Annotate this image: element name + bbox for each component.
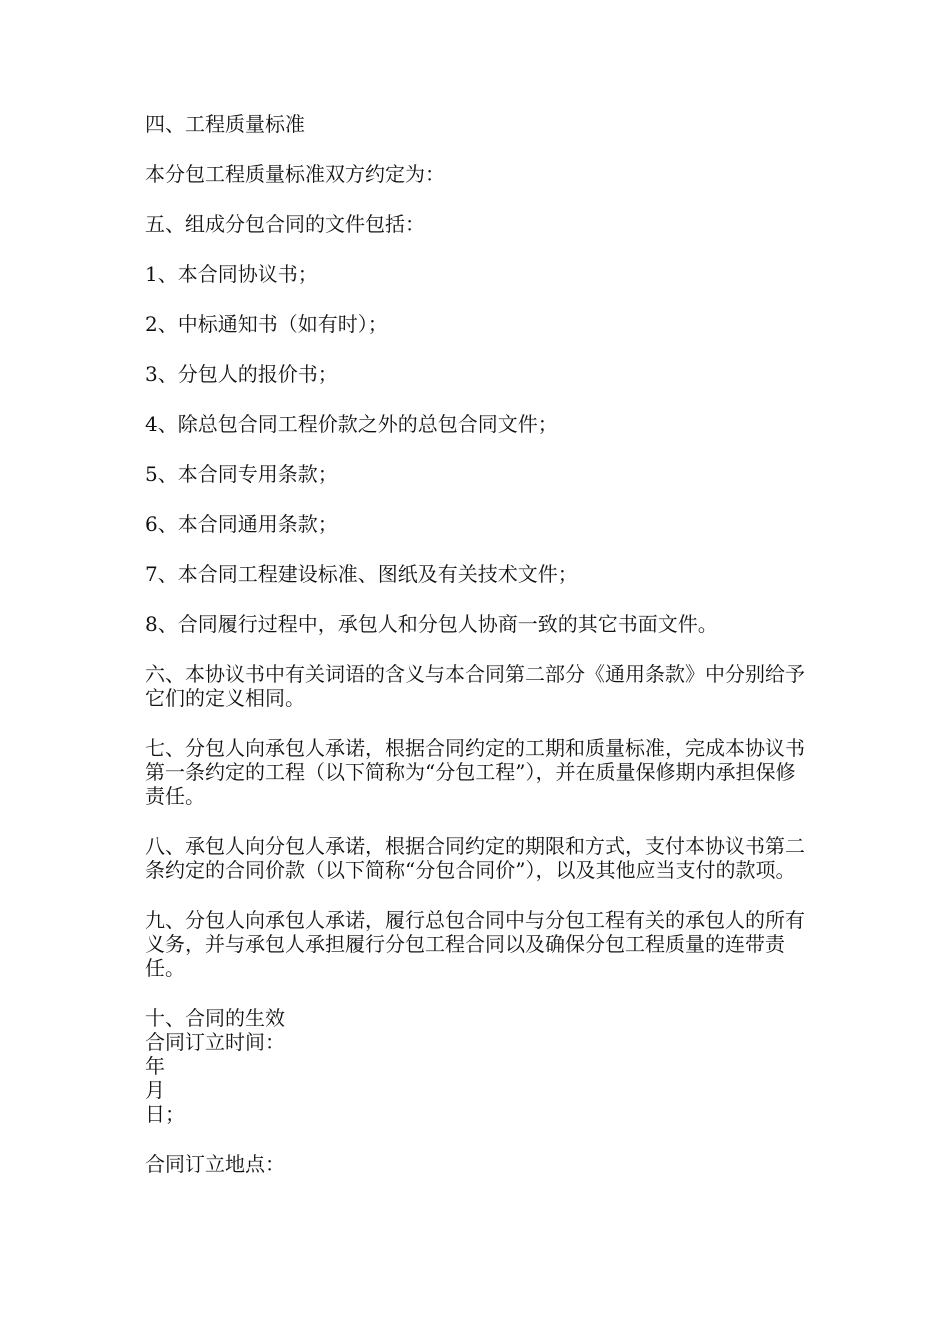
document-list-item: 4、除总包合同工程价款之外的总包合同文件； [145, 412, 558, 436]
day-label: 日； [145, 1102, 185, 1126]
signing-time-label: 合同订立时间： [145, 1030, 285, 1054]
signing-place-label: 合同订立地点： [145, 1152, 285, 1176]
document-list-item: 7、本合同工程建设标准、图纸及有关技术文件； [145, 562, 578, 586]
year-label: 年 [145, 1054, 165, 1078]
document-list-item: 1、本合同协议书； [145, 262, 318, 286]
document-list-item: 3、分包人的报价书； [145, 362, 338, 386]
document-list-item: 8、合同履行过程中，承包人和分包人协商一致的其它书面文件。 [145, 612, 718, 636]
document-list-item: 2、中标通知书（如有时）； [145, 312, 388, 336]
section-4-heading: 四、工程质量标准 [145, 112, 305, 136]
section-10-heading: 十、合同的生效 [145, 1006, 285, 1030]
document-body [145, 112, 810, 1176]
section-7-paragraph: 七、分包人向承包人承诺，根据合同约定的工期和质量标准，完成本协议书第一条约定的工程（以下简称为“分包工程”），并在质量保修期内承担保修责任。 [145, 736, 805, 808]
section-9-paragraph: 九、分包人向承包人承诺，履行总包合同中与分包工程有关的承包人的所有义务，并与承包人承担履行分包工程合同以及确保分包工程质量的连带责任。 [145, 908, 805, 980]
quality-standard-text: 本分包工程质量标准双方约定为： [145, 162, 445, 186]
section-6-paragraph: 六、本协议书中有关词语的含义与本合同第二部分《通用条款》中分别给予它们的定义相同。 [145, 662, 805, 710]
month-label: 月 [145, 1078, 165, 1102]
document-list-item: 5、本合同专用条款； [145, 462, 338, 486]
section-5-heading: 五、组成分包合同的文件包括： [145, 212, 425, 236]
section-8-paragraph: 八、承包人向分包人承诺，根据合同约定的期限和方式，支付本协议书第二条约定的合同价款（以下简称“分包合同价”），以及其他应当支付的款项。 [145, 834, 805, 882]
document-list-item: 6、本合同通用条款； [145, 512, 338, 536]
blank-line [145, 1126, 810, 1152]
